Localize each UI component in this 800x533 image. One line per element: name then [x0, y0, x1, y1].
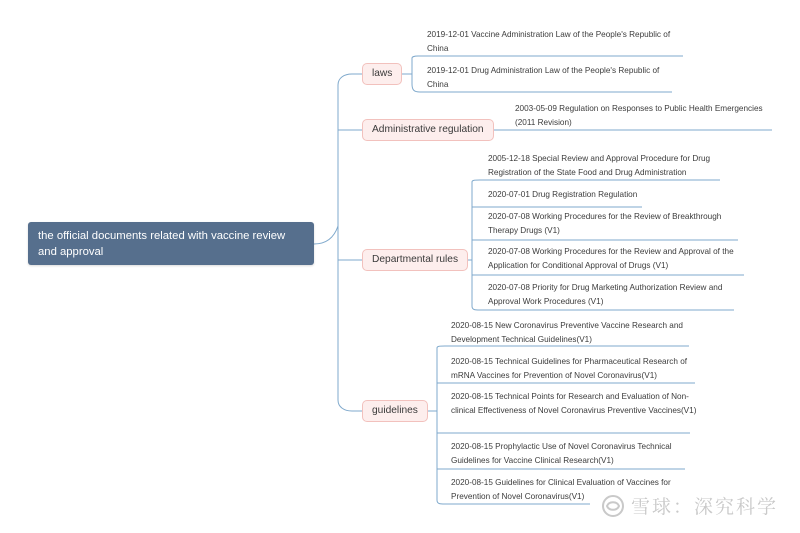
watermark-text: 雪球：深究科学 [630, 496, 778, 518]
administrative-item-1[interactable]: 2003-05-09 Regulation on Responses to Public Health Emergencies (2011 Revision) [515, 104, 763, 127]
guidelines-item-2[interactable]: 2020-08-15 Technical Guidelines for Pharmaceutical Research of mRNA Vaccines for Prevention of Novel Coronavirus(V1) [451, 357, 688, 380]
departmental-item-5[interactable]: 2020-07-08 Priority for Drug Marketing Authorization Review and Approval Work Procedures (V1) [488, 283, 723, 306]
guidelines-item-1[interactable]: 2020-08-15 New Coronavirus Preventive Vaccine Research and Development Technical Guidelines(V1) [451, 321, 683, 344]
guidelines-item-3[interactable]: 2020-08-15 Technical Points for Research and Evaluation of Non-clinical Effectiveness of Novel Coronavirus Preventive Vaccines(V1) [451, 392, 697, 415]
category-laws-label: laws [372, 68, 393, 79]
category-guidelines[interactable] [362, 400, 428, 422]
departmental-item-4[interactable]: 2020-07-08 Working Procedures for the Review and Approval of the Application for Conditional Approval of Drugs (V1) [488, 247, 734, 270]
departmental-item-3[interactable]: 2020-07-08 Working Procedures for the Review of Breakthrough Therapy Drugs (V1) [488, 212, 722, 235]
watermark [601, 492, 778, 519]
category-laws[interactable] [362, 63, 402, 85]
departmental-item-1[interactable]: 2005-12-18 Special Review and Approval Procedure for Drug Registration of the State Food and Drug Administration [488, 154, 711, 177]
root-node[interactable] [28, 222, 314, 265]
root-node-label: the official documents related with vaccine review and approval [38, 230, 286, 258]
category-administrative-regulation-label: Administrative regulation [372, 124, 484, 135]
category-departmental-rules[interactable] [362, 249, 468, 271]
category-guidelines-label: guidelines [372, 405, 418, 416]
guidelines-item-4[interactable]: 2020-08-15 Prophylactic Use of Novel Coronavirus Technical Guidelines for Vaccine Clinical Research(V1) [451, 442, 672, 465]
laws-item-1[interactable]: 2019-12-01 Vaccine Administration Law of the People's Republic of China [427, 30, 671, 53]
guidelines-item-5[interactable]: 2020-08-15 Guidelines for Clinical Evaluation of Vaccines for Prevention of Novel Coronavirus(V1) [451, 478, 671, 501]
laws-item-2[interactable]: 2019-12-01 Drug Administration Law of the People's Republic of China [427, 66, 660, 89]
category-departmental-rules-label: Departmental rules [372, 254, 459, 265]
snowball-logo-icon [601, 494, 625, 518]
departmental-item-2[interactable]: 2020-07-01 Drug Registration Regulation [488, 190, 638, 199]
category-administrative-regulation[interactable] [362, 119, 494, 141]
